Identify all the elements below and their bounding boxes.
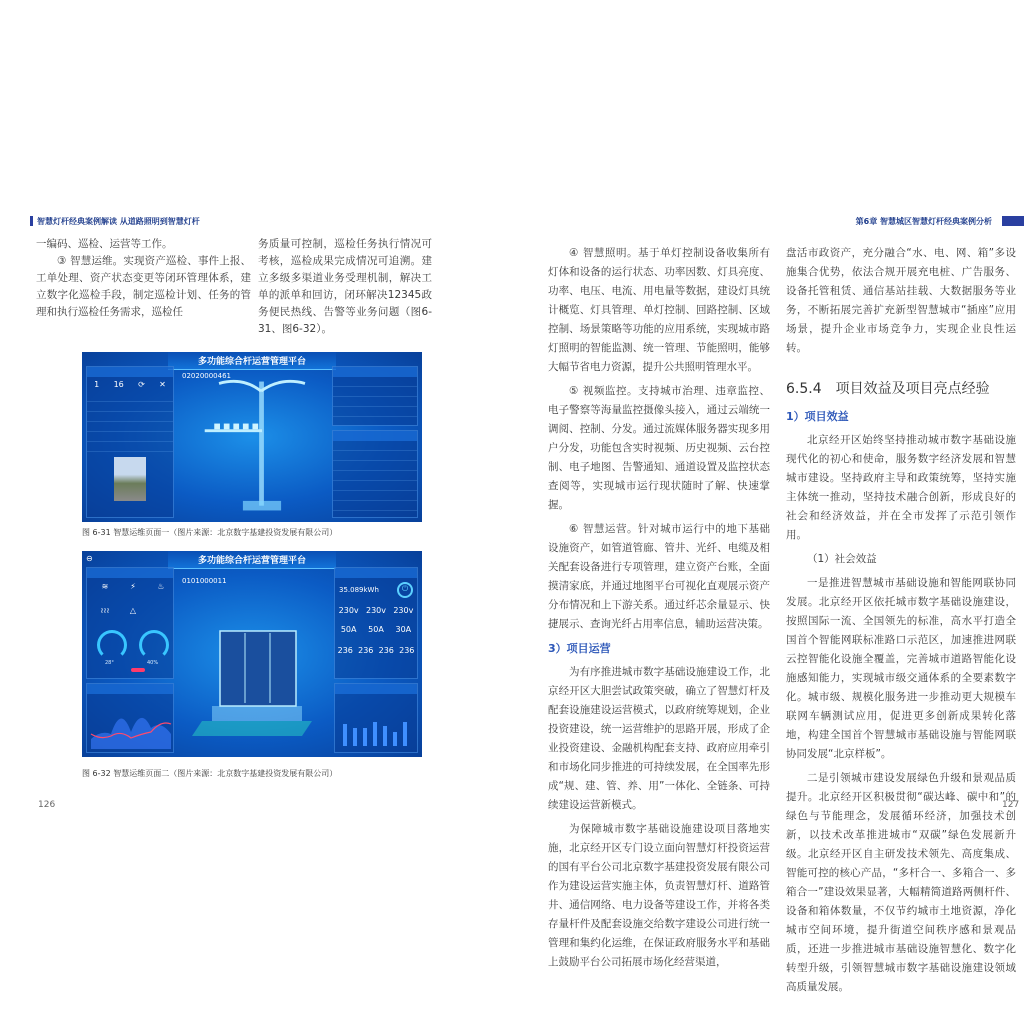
subheading: 1）项目效益 xyxy=(786,410,849,423)
current: 30A xyxy=(395,625,412,634)
temp-gauge xyxy=(97,630,127,660)
panel-title xyxy=(335,684,417,694)
section-heading: 6.5.4 项目效益及项目亮点经验 xyxy=(786,381,990,397)
paragraph: ⑥ 智慧运营。针对城市运行中的地下基础设施资产，如管道管廊、管井、光纤、电缆及相关配套设备进行专项管理，建立资产台账，全面摸清家底，并通过地图平台可视化直观展示资产分布情况和上下游关系。通过纤芯余量显示、快捷展示、查询光纤占用率信息，辅助运营决策。 xyxy=(548,523,770,630)
running-header-left: 智慧灯杆经典案例解读 从道路照明到智慧灯杆 xyxy=(37,217,200,226)
info-row xyxy=(333,471,417,481)
stat: 1 xyxy=(94,380,100,389)
temperature-area-chart xyxy=(87,694,173,750)
current-row xyxy=(335,625,417,634)
back-icon: ⊖ xyxy=(86,554,93,563)
wifi-icon: ≋ xyxy=(101,582,109,591)
voltage: 230v xyxy=(338,606,359,615)
figure-dashboard-1 xyxy=(82,352,422,522)
subheading-social: （1）社会效益 xyxy=(807,553,877,565)
voltage-row xyxy=(335,606,417,615)
tools-icon: ✕ xyxy=(159,380,166,389)
panel-title xyxy=(87,684,173,694)
right-info-panel-bottom xyxy=(332,430,418,518)
voltage: 230v xyxy=(393,606,414,615)
panel-title xyxy=(335,568,417,578)
info-row xyxy=(87,392,173,402)
info-row xyxy=(333,461,417,471)
voltage: 230v xyxy=(365,606,386,615)
paragraph: ⑤ 视频监控。支持城市治理、违章监控、电子警察等海量监控摄像头接入，通过云端统一调阅、控制、分发。通过流媒体服务器实现多用户分发，功能包含实时视频、历史视频、云台控制、电子地图、告警通知、通道设置及监控状态查阅等，实现城市运行现状随时了解、快速掌握。 xyxy=(548,385,770,511)
history-chart-panel xyxy=(334,683,418,753)
temperature-chart-panel xyxy=(86,683,174,753)
smart-pole-illustration xyxy=(202,372,322,520)
header-marker xyxy=(1002,216,1024,226)
power-panel xyxy=(334,567,418,679)
panel-title xyxy=(333,431,417,441)
power: 236 xyxy=(358,646,374,655)
paragraph: 北京经开区始终坚持推动城市数字基础设施现代化的初心和使命，服务数字经济发展和智慧城市建设。坚持政府主导和政策统筹，坚持实施主体统一推动，坚持技术融合创新，形成良好的社会和经济效益，并在全市发挥了示范引领作用。 xyxy=(786,434,1016,541)
right-col-1 xyxy=(548,244,770,972)
info-row xyxy=(333,491,417,501)
info-row xyxy=(87,402,173,412)
warning-icon: △ xyxy=(129,606,137,615)
power-icon: ⏻ xyxy=(397,582,413,598)
humidity-value: 40% xyxy=(147,660,159,666)
right-col-2 xyxy=(786,244,1016,997)
page-number-left: 126 xyxy=(38,800,56,810)
left-col-1 xyxy=(36,236,251,321)
paragraph: 为保障城市数字基础设施建设项目落地实施，北京经开区专门设立面向智慧灯杆投资运营的国有平台公司北京数字基建投资发展有限公司作为建设运营实施主体，负责智慧灯杆、道路管井、通信网络、电力设备等建设工作，并将各类存量杆件及配套设施交给数字建设公司进行统一管理和集约化运维，在保证政府服务水平和基础上鼓励平台公司拓展市场化经营渠道， xyxy=(548,823,770,968)
energy-value: 35.089kWh xyxy=(339,586,379,594)
dashboard-title: 多功能综合杆运营管理平台 xyxy=(168,551,336,569)
figure-dashboard-2 xyxy=(82,551,422,757)
left-col-2 xyxy=(258,236,432,338)
panel-title xyxy=(333,367,417,377)
paragraph: 务质量可控制，巡检任务执行情况可考核，巡检成果完成情况可追溯。建立多级多渠道业务受理机制，解决工单的派单和回访，闭环解决12345政务便民热线、告警等业务问题（图6-31、图6-32）。 xyxy=(258,238,432,335)
current: 50A xyxy=(368,625,384,634)
info-row xyxy=(333,501,417,511)
paragraph: 一编码、巡检、运营等工作。 xyxy=(36,238,173,250)
figure-caption-2: 图 6-32 智慧运维页面二（图片来源：北京数字基建投资发展有限公司） xyxy=(82,769,338,778)
power: 236 xyxy=(378,646,394,655)
refresh-icon: ⟳ xyxy=(138,380,145,389)
power: 236 xyxy=(337,646,353,655)
info-row xyxy=(333,451,417,461)
env-monitor-panel xyxy=(86,567,174,679)
humidity-gauge xyxy=(139,630,169,660)
panel-title xyxy=(87,367,173,377)
running-header-right: 第6章 智慧城区智慧灯杆经典案例分析 xyxy=(855,217,992,226)
cabinet-illustration xyxy=(192,611,322,741)
current: 50A xyxy=(340,625,357,634)
pole-id: 02020000461 xyxy=(182,372,231,380)
paragraph: ③ 智慧运维。实现资产巡检、事件上报、工单处理、资产状态变更等闭环管理体系，建立数字化巡检手段，制定巡检计划、任务的管理和执行巡检任务需求，巡检任 xyxy=(36,255,251,318)
fire-icon: ♨ xyxy=(157,582,165,591)
lightning-icon: ⚡ xyxy=(130,582,136,591)
cabinet-id: 0101000011 xyxy=(182,577,227,585)
info-row xyxy=(333,397,417,407)
figure-caption-1: 图 6-31 智慧运维页面一（图片来源：北京数字基建投资发展有限公司） xyxy=(82,528,338,537)
info-row xyxy=(87,412,173,422)
alarm-button[interactable] xyxy=(131,668,145,672)
header-marker xyxy=(30,216,33,226)
subheading: 3）项目运营 xyxy=(548,642,611,655)
heat-icon: ≀≀≀ xyxy=(100,606,110,615)
stat: 16 xyxy=(113,380,124,389)
info-row xyxy=(87,432,173,442)
power: 236 xyxy=(399,646,415,655)
info-row xyxy=(87,422,173,432)
page-number-right: 127 xyxy=(1002,800,1020,810)
paragraph: ④ 智慧照明。基于单灯控制设备收集所有灯体和设备的运行状态、功率因数、灯具亮度、功率、电压、电流、用电量等数据，建设灯具统计概览、灯具管理、单灯控制、回路控制、区域控制、场景策略等功能的应用系统，实现城市路灯照明的智能监测、统一管理、节能照明，能够大幅节省电力资源，提升公共照明管理水平。 xyxy=(548,247,770,373)
info-row xyxy=(333,377,417,387)
history-bar-chart xyxy=(335,694,417,750)
info-row xyxy=(87,442,173,452)
info-row xyxy=(333,481,417,491)
info-row xyxy=(333,407,417,417)
paragraph: 一是推进智慧城市基础设施和智能网联协同发展。北京经开区依托城市数字基础设施建设，按照国际一流、全国领先的标准，高水平打造全国首个智能网联标准路口示范区，加速推进网联云控智能化设施全覆盖，完善城市道路智能化设施感知能力，实现城市级交通体系的全要素数字化。城市级、规模化服务进一步推动更大规模车联网车辆测试应用，促进更多创新成果转化落地，构建全国首个智慧城市基础设施与智能网联协同发展“北京样板”。 xyxy=(786,577,1016,760)
panel-title xyxy=(87,568,173,578)
paragraph: 盘活市政资产，充分融合“水、电、网、箱”多设施集合优势，依法合规开展充电桩、广告服务、设备托管租赁、通信基站挂载、大数据服务等业务，不断拓展完善扩充新型智慧城市“插座”应用场景，提升企业市场竞争力，实现企业良性运转。 xyxy=(786,247,1016,354)
info-row xyxy=(333,387,417,397)
info-row xyxy=(333,417,417,426)
power-row xyxy=(335,646,417,655)
temp-value: 28° xyxy=(105,660,114,666)
stat-row xyxy=(87,377,173,392)
info-row xyxy=(333,441,417,451)
right-info-panel-top xyxy=(332,366,418,426)
dashboard-title: 多功能综合杆运营管理平台 xyxy=(168,352,336,370)
site-photo xyxy=(114,457,146,501)
paragraph: 为有序推进城市数字基础设施建设工作，北京经开区大胆尝试政策突破，确立了智慧灯杆及配套设施建设运营模式，以政府统筹规划，企业投资建设，统一运营维护的思路开展，形成了企业投资建设、金融机构配套支持、政府应用牵引和市场化同步推进的可持续发展，在全国率先形成“规、建、管、养、用”一体化、全链条、可持续建设运营新模式。 xyxy=(548,666,770,811)
paragraph: 二是引领城市建设发展绿色升级和景观品质提升。北京经开区积极贯彻“碳达峰、碳中和”的绿色与节能理念，发展循环经济，加强技术创新，以技术改革推进城市“双碳”绿色发展新升级。北京经开区自主研发技术领先、高度集成、智能可控的核心产品，“多杆合一、多箱合一、多箱合一”建设效果显著，大幅精简道路两侧杆件、设备和箱体数量，不仅节约城市土地资源，净化城市空间环境，提升街道空间秩序感和景观品质，还进一步推进城市基础设施智慧化、数字化转型升级，引领智慧城市数字基础设施建设领域高质量发展。 xyxy=(786,772,1016,993)
left-info-panel xyxy=(86,366,174,518)
